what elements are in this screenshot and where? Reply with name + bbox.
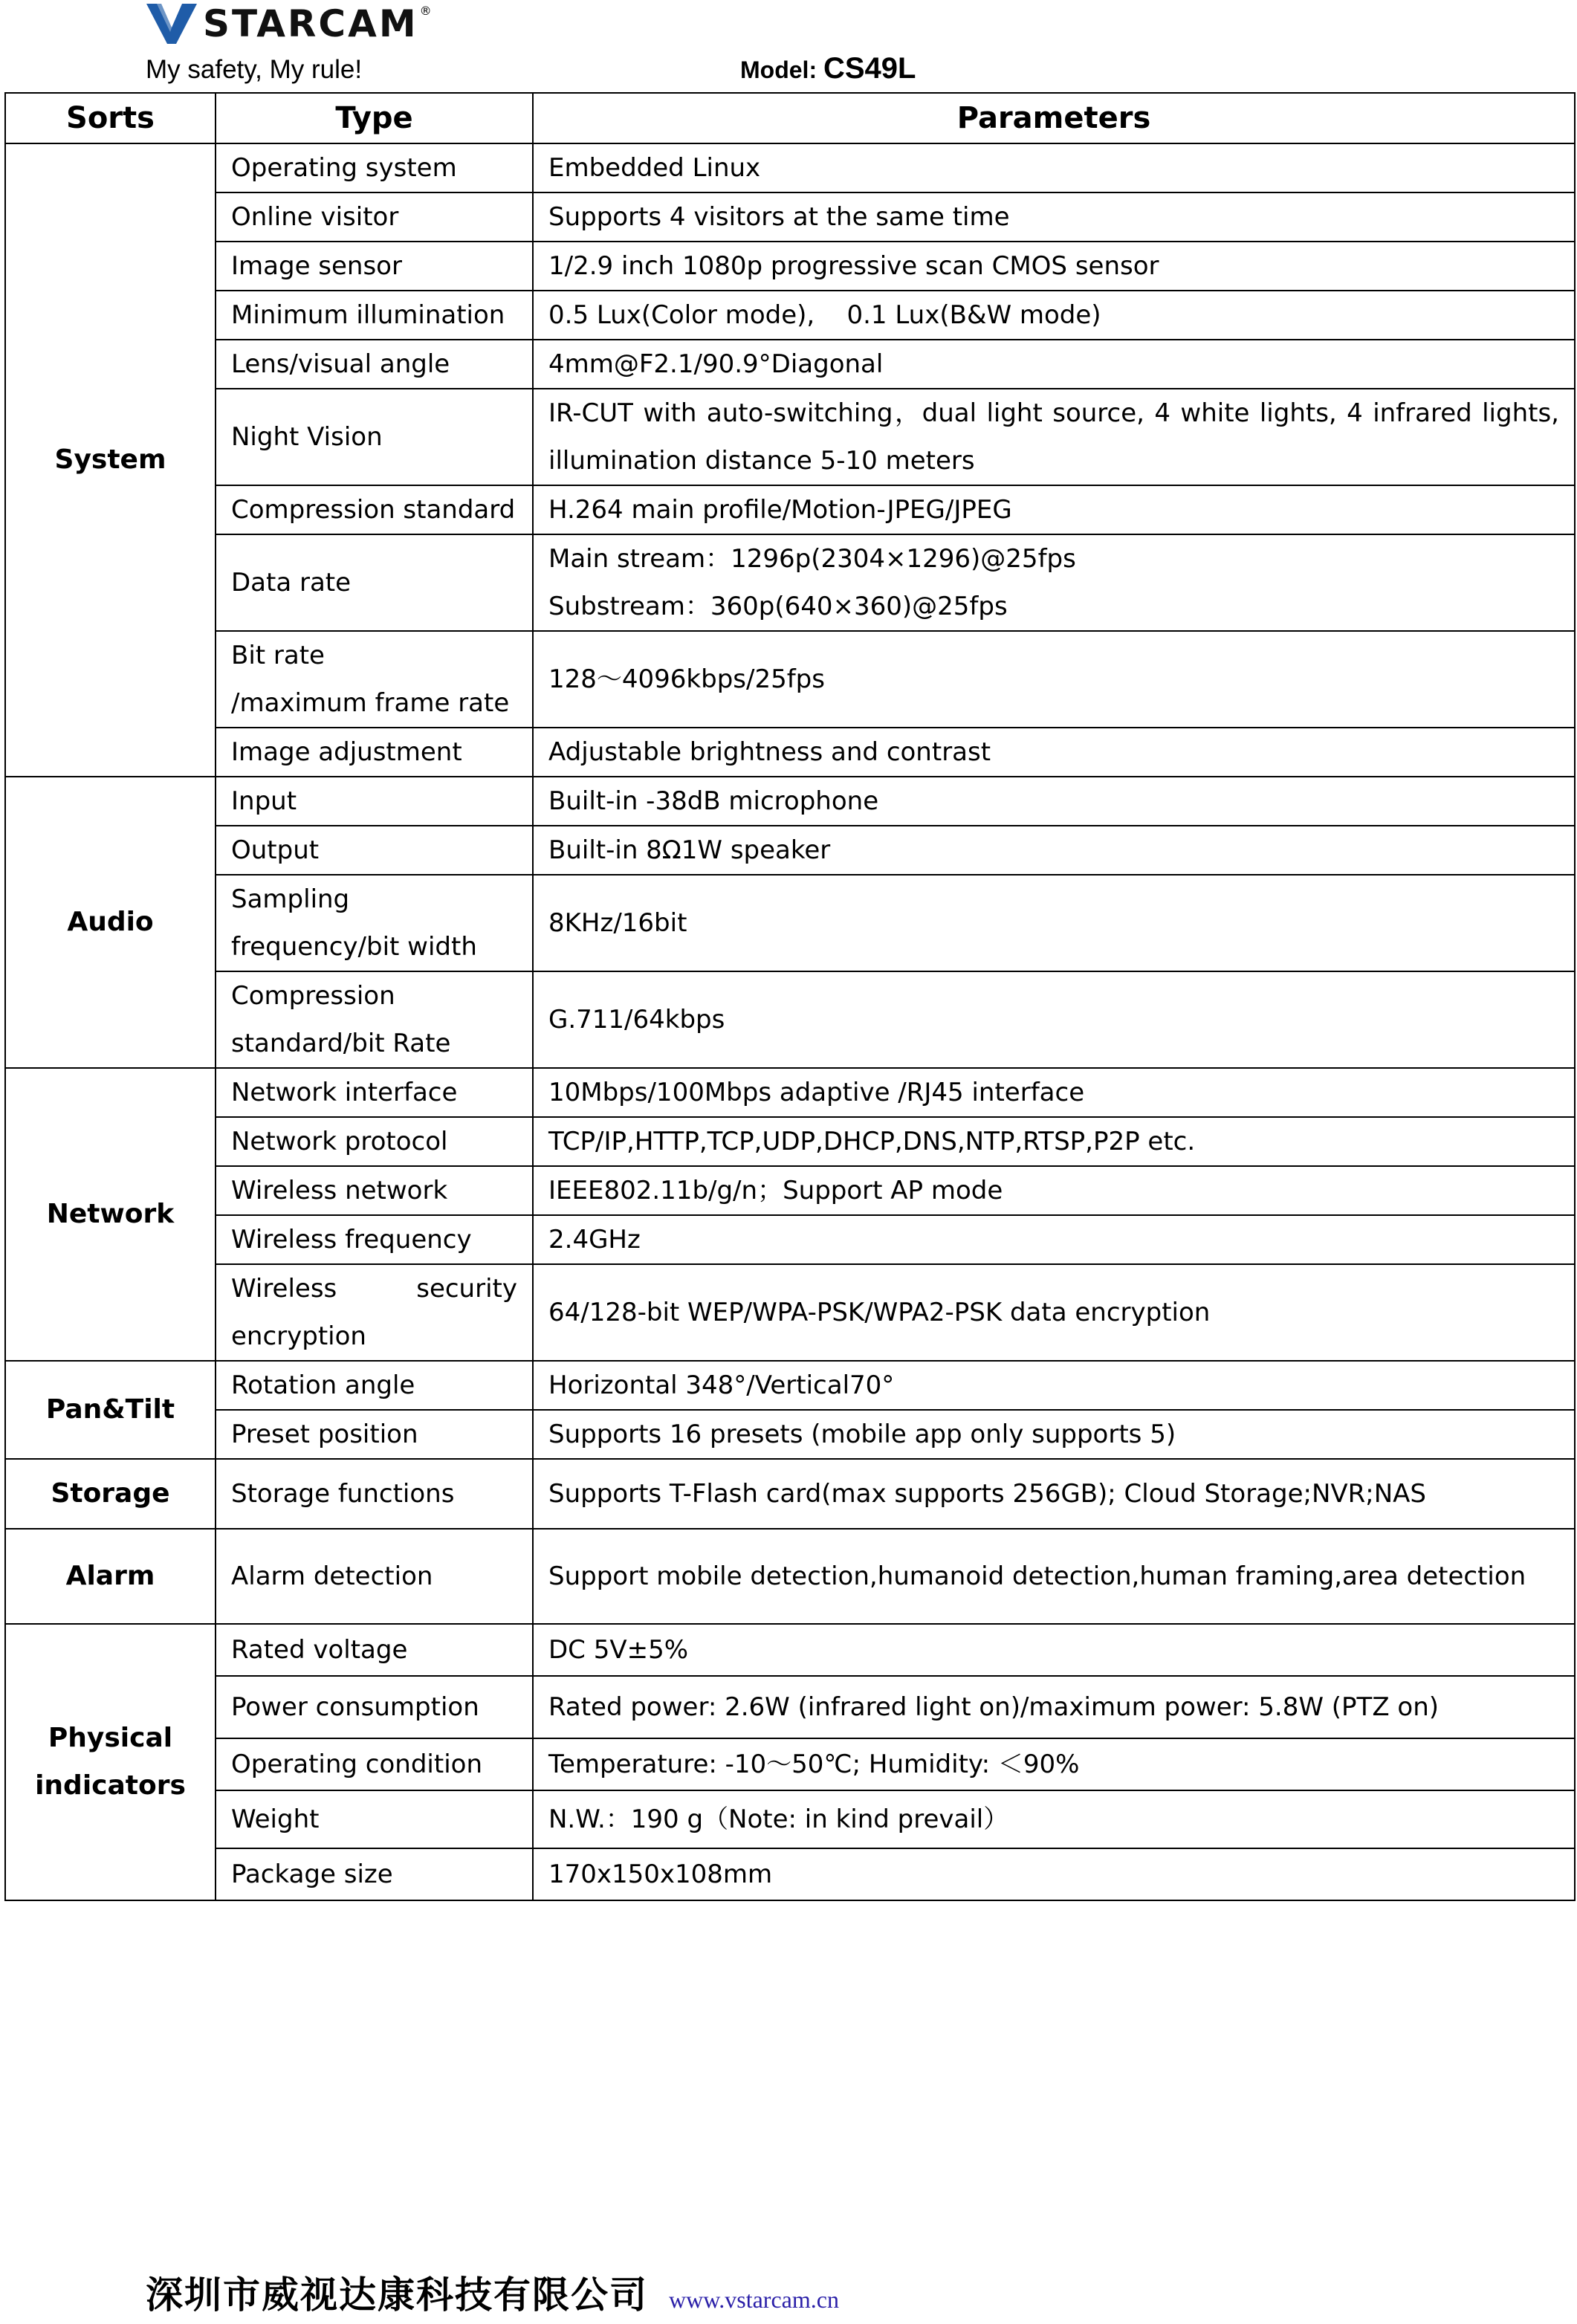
- type-line: frequency/bit width: [231, 932, 477, 962]
- type-word: security: [416, 1274, 517, 1304]
- param-cell: DC 5V±5%: [533, 1624, 1575, 1676]
- type-cell: Operating condition: [216, 1738, 533, 1790]
- type-line: /maximum frame rate: [231, 688, 510, 718]
- table-row: [5, 1624, 1575, 1676]
- table-row: [5, 1361, 1575, 1410]
- param-line: Main stream：1296p(2304×1296)@25fps: [548, 544, 1076, 574]
- type-line: encryption: [231, 1321, 366, 1351]
- param-cell: N.W.：190 g（Note: in kind prevail）: [533, 1790, 1575, 1848]
- table-row: [5, 1790, 1575, 1848]
- document-header: [0, 0, 1577, 93]
- table-row: [5, 1068, 1575, 1117]
- table-row: [5, 1410, 1575, 1459]
- table-row: [5, 1848, 1575, 1900]
- param-cell: G.711/64kbps: [533, 971, 1575, 1068]
- param-cell: IEEE802.11b/g/n；Support AP mode: [533, 1166, 1575, 1215]
- type-cell: Weight: [216, 1790, 533, 1848]
- type-line: [231, 1265, 517, 1312]
- model-label: Model: [740, 56, 809, 83]
- type-cell: Wireless network: [216, 1166, 533, 1215]
- param-cell: Rated power: 2.6W (infrared light on)/maximum power: 5.8W (PTZ on): [533, 1676, 1575, 1738]
- param-cell: 4mm@F2.1/90.9°Diagonal: [533, 340, 1575, 389]
- table-row: [5, 485, 1575, 534]
- param-cell: [533, 534, 1575, 631]
- type-cell: Night Vision: [216, 389, 533, 485]
- type-cell: Rotation angle: [216, 1361, 533, 1410]
- sort-storage: Storage: [5, 1459, 216, 1529]
- table-row: [5, 875, 1575, 971]
- param-cell: Supports 16 presets (mobile app only supports 5): [533, 1410, 1575, 1459]
- type-cell: Power consumption: [216, 1676, 533, 1738]
- param-cell: 1/2.9 inch 1080p progressive scan CMOS sensor: [533, 242, 1575, 291]
- table-row: [5, 340, 1575, 389]
- company-name: 深圳市威视达康科技有限公司: [146, 2273, 648, 2317]
- model-value: CS49L: [823, 52, 916, 85]
- param-cell: Built-in 8Ω1W speaker: [533, 826, 1575, 875]
- table-row: [5, 728, 1575, 777]
- sort-audio: Audio: [5, 777, 216, 1068]
- model-line: [740, 52, 916, 85]
- type-cell: Image adjustment: [216, 728, 533, 777]
- type-cell: [216, 875, 533, 971]
- type-cell: Storage functions: [216, 1459, 533, 1529]
- type-cell: Output: [216, 826, 533, 875]
- table-row: [5, 1264, 1575, 1361]
- registered-mark: ®: [419, 3, 432, 18]
- table-row: [5, 143, 1575, 192]
- sort-line: Physical: [48, 1723, 173, 1753]
- header-sorts: Sorts: [5, 93, 216, 143]
- param-cell: 0.5 Lux(Color mode), 0.1 Lux(B&W mode): [533, 291, 1575, 340]
- type-cell: Minimum illumination: [216, 291, 533, 340]
- table-row: [5, 242, 1575, 291]
- type-cell: Wireless frequency: [216, 1215, 533, 1264]
- table-row: [5, 1529, 1575, 1624]
- type-word: Wireless: [231, 1274, 337, 1304]
- param-cell: 8KHz/16bit: [533, 875, 1575, 971]
- table-header-row: [5, 93, 1575, 143]
- type-cell: Preset position: [216, 1410, 533, 1459]
- table-row: [5, 971, 1575, 1068]
- param-cell: Embedded Linux: [533, 143, 1575, 192]
- type-cell: [216, 631, 533, 728]
- brand-logo: [145, 0, 432, 48]
- type-cell: [216, 971, 533, 1068]
- type-line: Compression: [231, 981, 395, 1011]
- table-row: [5, 1215, 1575, 1264]
- type-cell: Lens/visual angle: [216, 340, 533, 389]
- param-cell: Temperature: -10～50℃; Humidity: ＜90%: [533, 1738, 1575, 1790]
- type-cell: Network interface: [216, 1068, 533, 1117]
- type-line: Bit rate: [231, 641, 325, 670]
- website-link[interactable]: www.vstarcam.cn: [669, 2286, 839, 2313]
- type-line: standard/bit Rate: [231, 1029, 451, 1058]
- param-cell: IR-CUT with auto-switching，dual light source, 4 white lights, 4 infrared lights, illumination distance 5-10 meters: [533, 389, 1575, 485]
- table-row: [5, 534, 1575, 631]
- param-cell: Support mobile detection,humanoid detection,human framing,area detection: [533, 1529, 1575, 1624]
- param-cell: 128～4096kbps/25fps: [533, 631, 1575, 728]
- type-cell: Data rate: [216, 534, 533, 631]
- type-cell: Input: [216, 777, 533, 826]
- sort-alarm: Alarm: [5, 1529, 216, 1624]
- param-cell: TCP/IP,HTTP,TCP,UDP,DHCP,DNS,NTP,RTSP,P2P etc.: [533, 1117, 1575, 1166]
- sort-network: Network: [5, 1068, 216, 1361]
- table-row: [5, 1166, 1575, 1215]
- sort-physical: [5, 1624, 216, 1900]
- table-row: [5, 291, 1575, 340]
- type-cell: Online visitor: [216, 192, 533, 242]
- brand-name: STARCAM: [203, 2, 418, 45]
- param-cell: 170x150x108mm: [533, 1848, 1575, 1900]
- table-row: [5, 192, 1575, 242]
- sort-system: System: [5, 143, 216, 777]
- table-row: [5, 1676, 1575, 1738]
- type-cell: Operating system: [216, 143, 533, 192]
- param-cell: Built-in -38dB microphone: [533, 777, 1575, 826]
- param-cell: Horizontal 348°/Vertical70°: [533, 1361, 1575, 1410]
- table-row: [5, 1738, 1575, 1790]
- type-cell: Alarm detection: [216, 1529, 533, 1624]
- document-footer: [146, 2265, 839, 2319]
- table-row: [5, 777, 1575, 826]
- type-cell: Compression standard: [216, 485, 533, 534]
- param-line: Substream：360p(640×360)@25fps: [548, 592, 1008, 621]
- param-cell: Supports 4 visitors at the same time: [533, 192, 1575, 242]
- param-cell: 64/128-bit WEP/WPA-PSK/WPA2-PSK data encryption: [533, 1264, 1575, 1361]
- sort-pantilt: Pan&Tilt: [5, 1361, 216, 1459]
- type-cell: Network protocol: [216, 1117, 533, 1166]
- table-row: [5, 1117, 1575, 1166]
- table-row: [5, 631, 1575, 728]
- param-cell: H.264 main profile/Motion-JPEG/JPEG: [533, 485, 1575, 534]
- header-parameters: Parameters: [533, 93, 1575, 143]
- header-type: Type: [216, 93, 533, 143]
- table-row: [5, 389, 1575, 485]
- param-cell: 2.4GHz: [533, 1215, 1575, 1264]
- v-logo-icon: [145, 1, 198, 47]
- param-cell: Adjustable brightness and contrast: [533, 728, 1575, 777]
- param-cell: Supports T-Flash card(max supports 256GB); Cloud Storage;NVR;NAS: [533, 1459, 1575, 1529]
- param-cell: 10Mbps/100Mbps adaptive /RJ45 interface: [533, 1068, 1575, 1117]
- table-row: [5, 1459, 1575, 1529]
- type-cell: Rated voltage: [216, 1624, 533, 1676]
- sort-line: indicators: [35, 1770, 186, 1801]
- spec-table: [4, 92, 1576, 1901]
- type-cell: Image sensor: [216, 242, 533, 291]
- type-cell: [216, 1264, 533, 1361]
- type-line: Sampling: [231, 884, 350, 914]
- table-row: [5, 826, 1575, 875]
- type-cell: Package size: [216, 1848, 533, 1900]
- slogan: My safety, My rule!: [146, 55, 363, 84]
- model-separator: :: [809, 56, 823, 83]
